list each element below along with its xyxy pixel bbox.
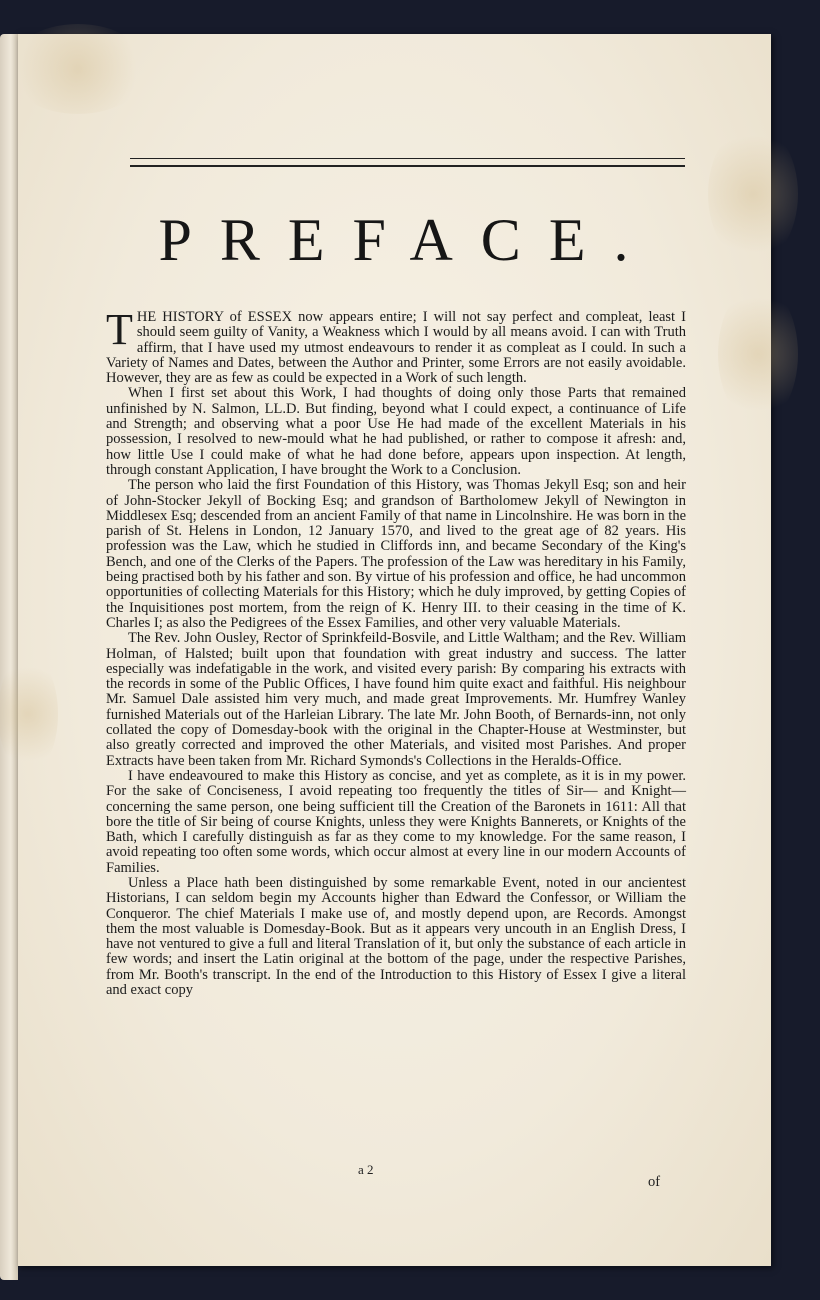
preface-text — [106, 305, 687, 999]
paragraph-5: I have endeavoured to make this History as concise, and yet as complete, as it is in my power. For the sake of Conciseness, I avoid repeating too frequently the titles of Sir— and Knight—concerning the same person, one being sufficient till the Creation of the Baronets in 1611: All that bore the title of Sir being of course Knights, unless they were Knights Bannerets, or Knights of the Bath, which I carefully distinguish as far as they come to my knowledge. For the same reason, I avoid repeating too often some words, which occur almost at every line in our modern Accounts of Families. — [106, 767, 686, 876]
drop-cap: T — [106, 305, 133, 354]
paragraph-1: THE HISTORY of ESSEX now appears entire; I will not say perfect and compleat, least I should seem guilty of Vanity, a Weakness which I would by all means avoid. I can with Truth affirm, that I have used my utmost endeavours to render it as compleat as I could. In such a Variety of Names and Dates, between the Author and Printer, some Errors are not easily avoidable. However, they are as few as could be expected in a Work of such length. — [106, 305, 686, 387]
paragraph-6: Unless a Place hath been distinguished by some remarkable Event, noted in our ancientest Historians, I can seldom begin my Accounts higher than Edward the Confessor, or William the Conqueror. The chief Materials I make use of, and mostly depend upon, are Records. Amongst them the most valuable is Domesday-Book. But as it appears very uncouth in an English Dress, I have not ventured to give a full and literal Translation of it, but only the substance of each article in few words; and insert the Latin original at the bottom of the page, under the respective Parishes, from Mr. Booth's transcript. In the end of the Introduction to this History of Essex I give a literal and exact copy — [106, 874, 686, 999]
facing-page-edge — [0, 34, 18, 1280]
page-title: PREFACE. — [158, 207, 657, 273]
header-rule — [130, 158, 685, 159]
page-stain — [8, 24, 148, 114]
paragraph-4: The Rev. John Ousley, Rector of Sprinkfeild-Bosvile, and Little Waltham; and the Rev. William Holman, of Halsted; built upon that foundation with great industry and success. The latter especially was indefatigable in the work, and visited every parish: By comparing his extracts with the records in some of the Public Offices, I have found him quite exact and faithful. His neighbour Mr. Samuel Dale assisted him very much, and made great Improvements. Mr. Humfrey Wanley furnished Materials out of the Harleian Library. The late Mr. John Booth, of Bernards-inn, not only collated the copy of Domesday-book with the original in the Chapter-House at Westminster, but also greatly corrected and improved the other Materials, and visited most Parishes. And proper Extracts have been taken from Mr. Richard Symonds's Collections in the Heralds-Office. — [106, 630, 686, 769]
book-page — [18, 34, 771, 1266]
paragraph-2: When I first set about this Work, I had thoughts of doing only those Parts that remained unfinished by N. Salmon, LL.D. But finding, beyond what I could expect, a continuance of Life and Strength; and observing what a poor Use He had made of the excellent Materials in his possession, I resolved to new-mould what he had published, or rather to compose it afresh: and, how little Use I could make of what he had done before, appears upon inspection. At length, through constant Application, I have brought the Work to a Conclusion. — [106, 385, 686, 478]
page-stain — [708, 124, 798, 264]
header-rule-thick — [130, 165, 685, 167]
page-stain — [718, 284, 798, 424]
page-stain — [0, 654, 58, 774]
paragraph-3: The person who laid the first Foundation of this History, was Thomas Jekyll Esq; son and heir of John-Stocker Jekyll of Bocking Esq; and grandson of Bartholomew Jekyll of Newington in Middlesex Esq; descended from an ancient Family of that name in Lincolnshire. He was born in the parish of St. Helens in London, 12 January 1570, and lived to the great age of 82 years. His profession was the Law, which he studied in Cliffords inn, and became Secondary of the King's Bench, and one of the Clerks of the Papers. The profession of the Law was hereditary in his Family, being practised both by his father and son. By virtue of his profession and office, he had uncommon opportunities of collecting Materials for this History; which he duly improved, by getting Copies of the Inquisitiones post mortem, from the reign of K. Henry III. to their ceasing in the time of K. Charles I; as also the Pedigrees of the Essex Families, and other very valuable Materials. — [106, 477, 687, 631]
catchword: of — [648, 1174, 661, 1190]
signature-mark: a 2 — [358, 1162, 374, 1177]
